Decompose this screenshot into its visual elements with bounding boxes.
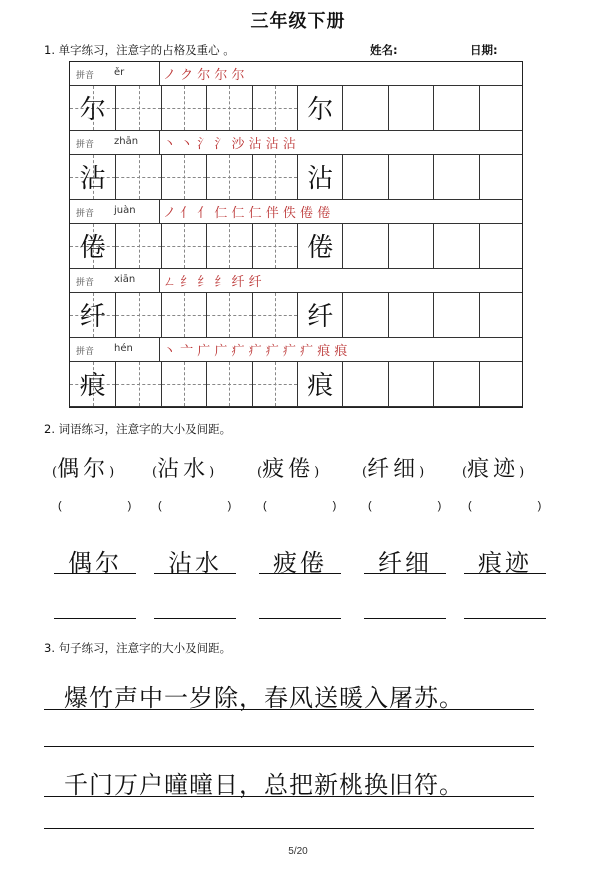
guide-line-v xyxy=(275,362,276,406)
grid-cell[interactable] xyxy=(479,86,524,130)
phrase-text: 纤细 xyxy=(367,457,420,482)
guide-line-v xyxy=(139,293,140,337)
guide-line-v xyxy=(229,224,230,268)
sentence-2: 千门万户曈曈日，总把新桃换旧符。 xyxy=(64,771,464,799)
phrase-copy: 沾水 xyxy=(168,549,222,577)
grid-cell[interactable] xyxy=(206,155,251,199)
grid-cell[interactable] xyxy=(342,293,387,337)
sentence-2-practice-line[interactable] xyxy=(44,828,534,829)
model-character: 沾 xyxy=(79,164,106,194)
grid-cell[interactable] xyxy=(479,362,524,406)
model-character: 纤 xyxy=(79,302,106,332)
phrase-model xyxy=(152,452,214,483)
guide-line-v xyxy=(229,293,230,337)
sentence-1-baseline xyxy=(44,709,534,710)
grid-cell[interactable] xyxy=(342,155,387,199)
open-paren: ( xyxy=(468,500,472,512)
divider-line xyxy=(159,62,160,85)
pinyin-label: 拼音 xyxy=(76,209,95,219)
pinyin-label: 拼音 xyxy=(76,71,95,81)
section2-heading: 2. 词语练习，注意字的大小及间距。 xyxy=(44,422,232,436)
grid-cell[interactable] xyxy=(297,155,342,199)
pinyin-row xyxy=(70,338,522,362)
pinyin-row xyxy=(70,269,522,293)
model-character: 痕 xyxy=(79,371,106,401)
open-paren: ( xyxy=(362,465,368,480)
grid-cell[interactable] xyxy=(70,224,115,268)
guide-line-v xyxy=(275,155,276,199)
grid-cell[interactable] xyxy=(297,362,342,406)
writing-row xyxy=(70,362,522,407)
stroke-order: ノ 亻 亻 仁 仁 仁 伴 佚 倦 倦 xyxy=(163,206,331,221)
sentence-1-practice-line[interactable] xyxy=(44,746,534,747)
open-paren: ( xyxy=(257,465,263,480)
guide-line-v xyxy=(184,293,185,337)
grid-cell[interactable] xyxy=(252,86,297,130)
grid-cell[interactable] xyxy=(161,362,206,406)
divider-line xyxy=(159,338,160,361)
close-paren: ) xyxy=(419,465,425,480)
phrase-baseline xyxy=(464,573,546,574)
model-character: 痕 xyxy=(307,371,334,401)
close-paren: ) xyxy=(227,500,232,512)
page-title: 三年级下册 xyxy=(250,11,346,32)
pinyin-blank[interactable] xyxy=(58,500,131,512)
grid-cell[interactable] xyxy=(433,293,478,337)
phrase-model xyxy=(257,452,319,483)
grid-cell[interactable] xyxy=(433,362,478,406)
page-number: 5/20 xyxy=(288,846,308,857)
divider-line xyxy=(159,131,160,154)
pinyin-label: 拼音 xyxy=(76,347,95,357)
guide-line-v xyxy=(139,155,140,199)
phrase-text: 沾水 xyxy=(157,457,210,482)
grid-cell[interactable] xyxy=(297,293,342,337)
grid-cell[interactable] xyxy=(252,293,297,337)
guide-line-v xyxy=(184,86,185,130)
grid-cell[interactable] xyxy=(388,362,433,406)
grid-cell[interactable] xyxy=(161,86,206,130)
grid-cell[interactable] xyxy=(161,224,206,268)
close-paren: ) xyxy=(109,465,115,480)
pinyin-label: 拼音 xyxy=(76,140,95,150)
stroke-order: ㄥ 纟 纟 纟 纤 纤 xyxy=(163,275,262,290)
phrase-text: 疲倦 xyxy=(262,457,315,482)
pinyin-blank[interactable] xyxy=(158,500,231,512)
grid-cell[interactable] xyxy=(115,86,160,130)
stroke-order: 丶 亠 广 广 疒 疒 疒 疒 疒 痕 痕 xyxy=(163,344,348,359)
grid-cell[interactable] xyxy=(479,293,524,337)
model-character: 纤 xyxy=(307,302,334,332)
guide-line-v xyxy=(184,224,185,268)
model-character: 沾 xyxy=(307,164,334,194)
phrase-text: 偶尔 xyxy=(57,457,110,482)
grid-cell[interactable] xyxy=(206,86,251,130)
open-paren: ( xyxy=(52,465,58,480)
writing-row xyxy=(70,86,522,131)
grid-cell[interactable] xyxy=(388,86,433,130)
practice-grid xyxy=(69,61,523,408)
model-character: 倦 xyxy=(307,233,334,263)
model-character: 倦 xyxy=(79,233,106,263)
pinyin-text: juàn xyxy=(114,205,136,216)
phrase-model xyxy=(462,452,524,483)
grid-cell[interactable] xyxy=(206,362,251,406)
grid-cell[interactable] xyxy=(388,155,433,199)
pinyin-text: xiān xyxy=(114,274,136,285)
pinyin-label: 拼音 xyxy=(76,278,95,288)
grid-cell[interactable] xyxy=(388,224,433,268)
phrase-copy: 疲倦 xyxy=(273,549,327,577)
guide-line-v xyxy=(139,86,140,130)
open-paren: ( xyxy=(152,465,158,480)
phrase-baseline xyxy=(364,573,446,574)
model-character: 尔 xyxy=(79,95,106,125)
grid-cell[interactable] xyxy=(206,224,251,268)
phrase-model xyxy=(362,452,424,483)
open-paren: ( xyxy=(368,500,372,512)
phrase-model xyxy=(52,452,114,483)
pinyin-row xyxy=(70,131,522,155)
close-paren: ) xyxy=(209,465,215,480)
sentence-2-baseline xyxy=(44,796,534,797)
grid-cell[interactable] xyxy=(70,86,115,130)
guide-line-v xyxy=(275,293,276,337)
grid-cell[interactable] xyxy=(115,293,160,337)
grid-cell[interactable] xyxy=(70,155,115,199)
stroke-order: ノ ク 尔 尔 尔 xyxy=(163,68,245,83)
grid-cell[interactable] xyxy=(252,362,297,406)
close-paren: ) xyxy=(314,465,320,480)
grid-cell[interactable] xyxy=(342,362,387,406)
grid-cell[interactable] xyxy=(479,224,524,268)
pinyin-text: hén xyxy=(114,343,133,354)
date-label: 日期: xyxy=(470,43,498,57)
phrase-baseline xyxy=(154,573,236,574)
grid-cell[interactable] xyxy=(70,362,115,406)
divider-line xyxy=(159,200,160,223)
grid-cell[interactable] xyxy=(115,155,160,199)
guide-line-v xyxy=(229,86,230,130)
close-paren: ) xyxy=(537,500,542,512)
stroke-order: 丶 丶 氵 氵 沙 沾 沾 沾 xyxy=(163,137,296,152)
close-paren: ) xyxy=(519,465,525,480)
guide-line-v xyxy=(184,155,185,199)
writing-row xyxy=(70,155,522,200)
section3-heading: 3. 句子练习，注意字的大小及间距。 xyxy=(44,641,232,655)
phrase-copy: 偶尔 xyxy=(68,549,122,577)
pinyin-row xyxy=(70,62,522,86)
guide-line-v xyxy=(275,224,276,268)
grid-cell[interactable] xyxy=(388,293,433,337)
phrase-baseline xyxy=(54,573,136,574)
sentence-1: 爆竹声中一岁除，春风送暖入屠苏。 xyxy=(64,684,464,712)
pinyin-blank[interactable] xyxy=(468,500,541,512)
model-character: 尔 xyxy=(307,95,334,125)
guide-line-v xyxy=(184,362,185,406)
writing-row xyxy=(70,293,522,338)
pinyin-blank[interactable] xyxy=(263,500,336,512)
writing-row xyxy=(70,224,522,269)
phrase-copy: 痕迹 xyxy=(478,549,532,577)
grid-cell[interactable] xyxy=(252,224,297,268)
phrase-practice-line[interactable] xyxy=(54,618,136,619)
divider-line xyxy=(159,269,160,292)
phrase-practice-line[interactable] xyxy=(464,618,546,619)
grid-cell[interactable] xyxy=(161,293,206,337)
phrase-practice-line[interactable] xyxy=(259,618,341,619)
phrase-practice-line[interactable] xyxy=(154,618,236,619)
name-label: 姓名: xyxy=(370,43,398,57)
phrase-baseline xyxy=(259,573,341,574)
pinyin-text: ěr xyxy=(114,67,125,78)
grid-cell[interactable] xyxy=(115,362,160,406)
grid-cell[interactable] xyxy=(433,86,478,130)
close-paren: ) xyxy=(437,500,442,512)
grid-cell[interactable] xyxy=(115,224,160,268)
guide-line-v xyxy=(139,224,140,268)
open-paren: ( xyxy=(158,500,162,512)
grid-cell[interactable] xyxy=(297,86,342,130)
pinyin-text: zhān xyxy=(114,136,139,147)
grid-cell[interactable] xyxy=(206,293,251,337)
phrase-text: 痕迹 xyxy=(467,457,520,482)
grid-cell[interactable] xyxy=(70,293,115,337)
grid-cell[interactable] xyxy=(297,224,342,268)
close-paren: ) xyxy=(127,500,132,512)
pinyin-row xyxy=(70,200,522,224)
phrase-copy: 纤细 xyxy=(378,549,432,577)
grid-cell[interactable] xyxy=(161,155,206,199)
guide-line-v xyxy=(229,155,230,199)
phrase-practice-line[interactable] xyxy=(364,618,446,619)
guide-line-v xyxy=(229,362,230,406)
grid-cell[interactable] xyxy=(433,155,478,199)
grid-cell[interactable] xyxy=(433,224,478,268)
open-paren: ( xyxy=(462,465,468,480)
open-paren: ( xyxy=(263,500,267,512)
grid-cell[interactable] xyxy=(479,155,524,199)
guide-line-v xyxy=(275,86,276,130)
guide-line-v xyxy=(139,362,140,406)
pinyin-blank[interactable] xyxy=(368,500,441,512)
section1-heading: 1. 单字练习，注意字的占格及重心 。 xyxy=(44,43,235,57)
close-paren: ) xyxy=(332,500,337,512)
grid-cell[interactable] xyxy=(342,224,387,268)
grid-cell[interactable] xyxy=(252,155,297,199)
open-paren: ( xyxy=(58,500,62,512)
grid-cell[interactable] xyxy=(342,86,387,130)
